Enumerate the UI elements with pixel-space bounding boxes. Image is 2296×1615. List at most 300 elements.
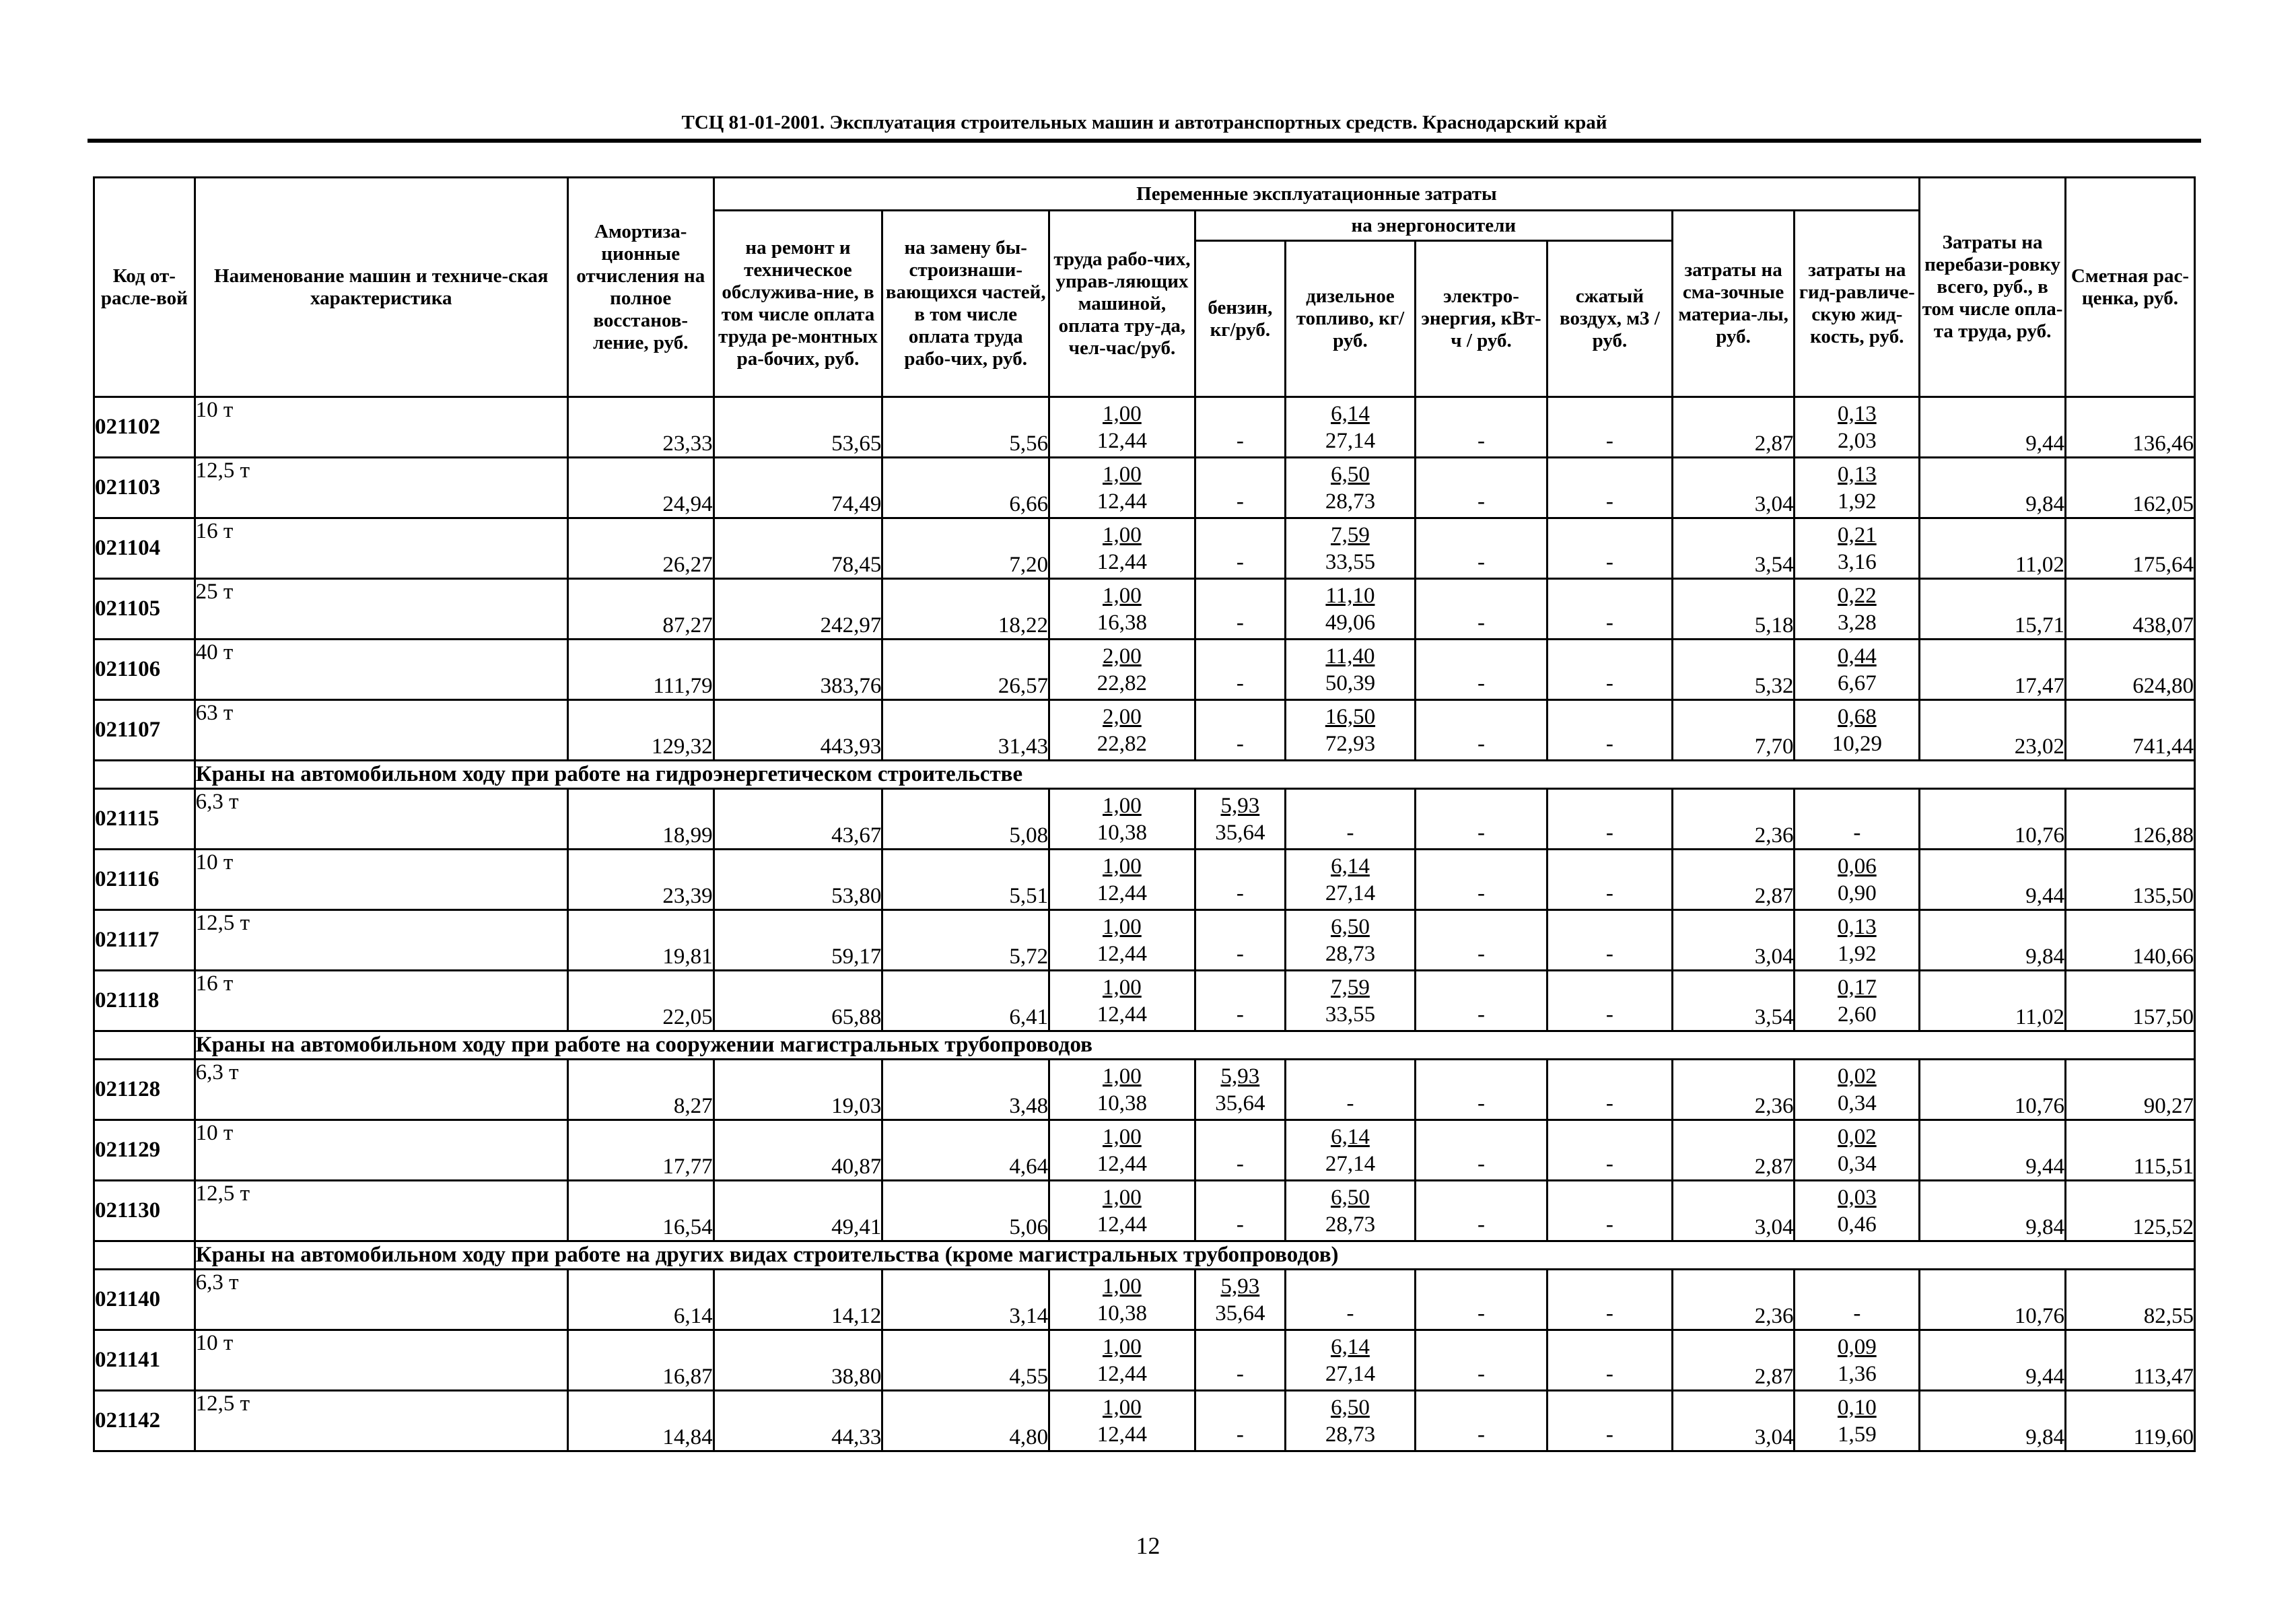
row-code: 021129	[94, 1120, 195, 1181]
row-electric	[1415, 458, 1547, 518]
row-relocation: 9,44	[1920, 1120, 2066, 1181]
row-relocation: 9,84	[1920, 458, 2066, 518]
row-relocation: 15,71	[1920, 579, 2066, 640]
row-hydro-bottom: 1,36	[1837, 1361, 1877, 1386]
row-diesel-top: 6,14	[1331, 401, 1370, 426]
row-diesel-top	[1286, 1063, 1414, 1090]
row-electric-top-empty	[1416, 1273, 1546, 1300]
row-labor-bottom: 12,44	[1097, 489, 1148, 514]
row-electric	[1415, 1060, 1547, 1120]
row-labor	[1049, 1391, 1195, 1451]
row-amort: 6,14	[567, 1270, 714, 1330]
table-row	[94, 850, 2195, 910]
row-electric-value: -	[1477, 1091, 1485, 1115]
row-estimate: 126,88	[2065, 789, 2194, 850]
row-hydro-top: 0,44	[1837, 644, 1877, 668]
row-hydro-top: 0,06	[1837, 854, 1877, 879]
row-hydro-bottom: 1,92	[1837, 489, 1877, 514]
row-petrol-top	[1196, 1334, 1284, 1361]
section-title: Краны на автомобильном ходу при работе на других видах строительства (кроме магистральных трубопроводов)	[195, 1241, 2194, 1270]
row-estimate: 125,52	[2065, 1181, 2194, 1241]
row-electric-value: -	[1477, 1301, 1485, 1326]
row-electric-value: -	[1477, 731, 1485, 756]
row-lube: 5,18	[1672, 579, 1795, 640]
section-code-cell	[94, 1031, 195, 1060]
row-name: 40 т	[195, 640, 567, 700]
row-labor-top: 2,00	[1103, 644, 1142, 668]
row-code: 021141	[94, 1330, 195, 1391]
row-hydro-top: 0,13	[1837, 914, 1877, 939]
row-air	[1547, 1270, 1673, 1330]
row-labor	[1049, 1181, 1195, 1241]
row-hydro	[1795, 397, 1920, 458]
row-lube: 3,04	[1672, 910, 1795, 971]
row-lube: 2,87	[1672, 1120, 1795, 1181]
row-petrol-top	[1196, 1184, 1284, 1211]
row-diesel	[1285, 700, 1415, 761]
row-petrol-top	[1196, 401, 1284, 427]
row-labor	[1049, 1330, 1195, 1391]
page-header-title: ТСЦ 81-01-2001. Эксплуатация строительных машин и автотранспортных средств. Краснодарский край	[681, 112, 1607, 133]
row-diesel-top	[1286, 1273, 1414, 1300]
row-estimate: 136,46	[2065, 397, 2194, 458]
row-estimate: 741,44	[2065, 700, 2194, 761]
row-code: 021106	[94, 640, 195, 700]
row-labor	[1049, 700, 1195, 761]
row-relocation: 17,47	[1920, 640, 2066, 700]
row-repair: 14,12	[714, 1270, 882, 1330]
row-labor	[1049, 1270, 1195, 1330]
row-labor-top: 1,00	[1103, 1395, 1142, 1420]
row-electric	[1415, 850, 1547, 910]
row-labor-bottom: 12,44	[1097, 1212, 1148, 1237]
row-air-value: -	[1605, 1361, 1613, 1386]
row-diesel-bottom: 33,55	[1325, 549, 1376, 574]
header-rule	[88, 139, 2201, 143]
row-hydro-top: 0,21	[1837, 522, 1877, 547]
row-diesel-top: 6,50	[1331, 1395, 1370, 1420]
row-estimate: 162,05	[2065, 458, 2194, 518]
row-air-value: -	[1605, 489, 1613, 514]
row-diesel-bottom: 27,14	[1325, 881, 1376, 905]
row-electric	[1415, 1270, 1547, 1330]
row-electric	[1415, 1181, 1547, 1241]
row-petrol	[1195, 1270, 1285, 1330]
row-petrol	[1195, 579, 1285, 640]
header-name: Наименование машин и техниче-ская характеристика	[195, 178, 567, 397]
row-air	[1547, 397, 1673, 458]
table-row	[94, 518, 2195, 579]
row-parts: 6,66	[882, 458, 1049, 518]
row-labor-top: 1,00	[1103, 1124, 1142, 1149]
row-hydro	[1795, 1270, 1920, 1330]
row-diesel-top	[1286, 792, 1414, 819]
row-labor-top: 1,00	[1103, 914, 1142, 939]
row-diesel-top: 6,50	[1331, 462, 1370, 487]
row-hydro-bottom: 0,90	[1837, 881, 1877, 905]
row-name: 6,3 т	[195, 789, 567, 850]
row-petrol-top: 5,93	[1220, 793, 1260, 818]
row-relocation: 9,44	[1920, 397, 2066, 458]
row-electric-value: -	[1477, 671, 1485, 695]
row-electric-top-empty	[1416, 401, 1546, 427]
row-hydro-bottom: 1,59	[1837, 1422, 1877, 1447]
row-electric-top-empty	[1416, 914, 1546, 940]
row-parts: 3,48	[882, 1060, 1049, 1120]
row-name: 12,5 т	[195, 910, 567, 971]
header-electric: электро-энергия, кВт-ч / руб.	[1415, 241, 1547, 397]
row-air-value: -	[1605, 1422, 1613, 1447]
row-diesel	[1285, 971, 1415, 1031]
row-air-top-empty	[1548, 914, 1671, 940]
row-relocation: 10,76	[1920, 1270, 2066, 1330]
row-air-top-empty	[1548, 1334, 1671, 1361]
row-electric-value: -	[1477, 1422, 1485, 1447]
row-electric-value: -	[1477, 610, 1485, 635]
row-lube: 7,70	[1672, 700, 1795, 761]
row-repair: 43,67	[714, 789, 882, 850]
row-parts: 7,20	[882, 518, 1049, 579]
section-title: Краны на автомобильном ходу при работе на сооружении магистральных трубопроводов	[195, 1031, 2194, 1060]
row-diesel-bottom: 49,06	[1325, 610, 1376, 635]
row-amort: 19,81	[567, 910, 714, 971]
row-code: 021102	[94, 397, 195, 458]
row-petrol-bottom: -	[1236, 1002, 1244, 1027]
row-diesel	[1285, 1270, 1415, 1330]
row-electric	[1415, 1330, 1547, 1391]
row-labor	[1049, 910, 1195, 971]
row-labor-top: 1,00	[1103, 1064, 1142, 1089]
row-hydro	[1795, 518, 1920, 579]
row-hydro-bottom: 0,46	[1837, 1212, 1877, 1237]
row-amort: 8,27	[567, 1060, 714, 1120]
row-air-top-empty	[1548, 1273, 1671, 1300]
header-diesel: дизельное топливо, кг/руб.	[1285, 241, 1415, 397]
row-air	[1547, 1060, 1673, 1120]
row-code: 021142	[94, 1391, 195, 1451]
row-hydro-top: 0,17	[1837, 975, 1877, 1000]
row-code: 021107	[94, 700, 195, 761]
row-labor-top: 1,00	[1103, 854, 1142, 879]
header-lube: затраты на сма-зочные материа-лы, руб.	[1672, 211, 1795, 397]
row-labor	[1049, 397, 1195, 458]
row-petrol-bottom: -	[1236, 1151, 1244, 1176]
row-repair: 53,65	[714, 397, 882, 458]
row-air-top-empty	[1548, 1124, 1671, 1150]
row-labor-bottom: 12,44	[1097, 1151, 1148, 1176]
table-row	[94, 1060, 2195, 1120]
row-air-value: -	[1605, 731, 1613, 756]
row-hydro-bottom: 0,34	[1837, 1151, 1877, 1176]
row-air-value: -	[1605, 1002, 1613, 1027]
row-parts: 5,56	[882, 397, 1049, 458]
row-diesel	[1285, 1391, 1415, 1451]
row-hydro-bottom: 3,28	[1837, 610, 1877, 635]
row-petrol-bottom: -	[1236, 549, 1244, 574]
row-code: 021105	[94, 579, 195, 640]
row-petrol-bottom: -	[1236, 731, 1244, 756]
row-air	[1547, 640, 1673, 700]
row-hydro-bottom: 3,16	[1837, 549, 1877, 574]
table-row	[94, 1120, 2195, 1181]
row-parts: 5,08	[882, 789, 1049, 850]
row-estimate: 135,50	[2065, 850, 2194, 910]
section-row	[94, 1031, 2195, 1060]
row-amort: 22,05	[567, 971, 714, 1031]
row-diesel-bottom: 28,73	[1325, 1212, 1376, 1237]
row-hydro-top: 0,03	[1837, 1185, 1877, 1210]
row-hydro	[1795, 1060, 1920, 1120]
row-labor	[1049, 971, 1195, 1031]
row-petrol-bottom: -	[1236, 671, 1244, 695]
row-air-top-empty	[1548, 1063, 1671, 1090]
row-lube: 5,32	[1672, 640, 1795, 700]
table-row	[94, 458, 2195, 518]
row-amort: 23,33	[567, 397, 714, 458]
row-parts: 18,22	[882, 579, 1049, 640]
row-code: 021115	[94, 789, 195, 850]
row-air-top-empty	[1548, 643, 1671, 670]
row-petrol-bottom: -	[1236, 1422, 1244, 1447]
row-amort: 18,99	[567, 789, 714, 850]
row-hydro-top: 0,02	[1837, 1124, 1877, 1149]
row-hydro-bottom: 2,60	[1837, 1002, 1877, 1027]
row-labor	[1049, 640, 1195, 700]
row-estimate: 438,07	[2065, 579, 2194, 640]
row-amort: 16,87	[567, 1330, 714, 1391]
row-petrol-top	[1196, 974, 1284, 1001]
row-electric-value: -	[1477, 881, 1485, 905]
row-hydro-top: 0,13	[1837, 401, 1877, 426]
row-hydro	[1795, 1391, 1920, 1451]
row-amort: 17,77	[567, 1120, 714, 1181]
row-parts: 4,80	[882, 1391, 1049, 1451]
row-air-value: -	[1605, 941, 1613, 966]
row-diesel	[1285, 579, 1415, 640]
row-air-top-empty	[1548, 1394, 1671, 1421]
row-parts: 4,55	[882, 1330, 1049, 1391]
row-parts: 5,51	[882, 850, 1049, 910]
row-air	[1547, 518, 1673, 579]
table-row	[94, 1181, 2195, 1241]
row-labor-bottom: 12,44	[1097, 941, 1148, 966]
row-lube: 2,36	[1672, 1270, 1795, 1330]
row-petrol-bottom: 35,64	[1215, 820, 1265, 845]
row-hydro-bottom: -	[1853, 820, 1861, 845]
row-diesel-top: 6,14	[1331, 1124, 1370, 1149]
row-diesel-bottom: 27,14	[1325, 1361, 1376, 1386]
row-labor-top: 1,00	[1103, 401, 1142, 426]
row-relocation: 9,84	[1920, 1181, 2066, 1241]
row-air	[1547, 910, 1673, 971]
row-electric-value: -	[1477, 489, 1485, 514]
row-amort: 24,94	[567, 458, 714, 518]
row-petrol-top	[1196, 853, 1284, 880]
row-labor-bottom: 12,44	[1097, 881, 1148, 905]
row-hydro	[1795, 789, 1920, 850]
row-name: 12,5 т	[195, 1391, 567, 1451]
header-amort: Амортиза-ционные отчисления на полное восстанов-ление, руб.	[567, 178, 714, 397]
row-petrol-bottom: -	[1236, 881, 1244, 905]
section-code-cell	[94, 761, 195, 789]
row-labor-top: 1,00	[1103, 462, 1142, 487]
row-air-value: -	[1605, 1212, 1613, 1237]
row-hydro-top: 0,09	[1837, 1334, 1877, 1359]
header-parts: на замену бы-строизнаши-вающихся частей, в том числе оплата труда рабо-чих, руб.	[882, 211, 1049, 397]
row-estimate: 113,47	[2065, 1330, 2194, 1391]
row-hydro-top: 0,02	[1837, 1064, 1877, 1089]
row-petrol-top: 5,93	[1220, 1064, 1260, 1089]
row-name: 12,5 т	[195, 1181, 567, 1241]
row-estimate: 175,64	[2065, 518, 2194, 579]
row-petrol-bottom: 35,64	[1215, 1091, 1265, 1115]
row-air	[1547, 789, 1673, 850]
table-row	[94, 971, 2195, 1031]
row-labor-top: 1,00	[1103, 1185, 1142, 1210]
row-diesel-bottom: 28,73	[1325, 941, 1376, 966]
row-diesel-bottom: 72,93	[1325, 731, 1376, 756]
row-estimate: 157,50	[2065, 971, 2194, 1031]
row-electric-value: -	[1477, 1212, 1485, 1237]
row-diesel-bottom: 27,14	[1325, 428, 1376, 453]
row-hydro-top: 0,22	[1837, 583, 1877, 608]
row-labor	[1049, 458, 1195, 518]
row-air-top-empty	[1548, 974, 1671, 1001]
row-air	[1547, 850, 1673, 910]
row-diesel-bottom: 28,73	[1325, 1422, 1376, 1447]
row-diesel-bottom: -	[1346, 1091, 1354, 1115]
row-parts: 26,57	[882, 640, 1049, 700]
row-diesel	[1285, 910, 1415, 971]
row-labor	[1049, 789, 1195, 850]
row-electric	[1415, 397, 1547, 458]
row-labor-bottom: 10,38	[1097, 820, 1148, 845]
row-code: 021140	[94, 1270, 195, 1330]
row-name: 10 т	[195, 397, 567, 458]
row-relocation: 11,02	[1920, 518, 2066, 579]
row-lube: 2,36	[1672, 1060, 1795, 1120]
row-diesel-bottom: 33,55	[1325, 1002, 1376, 1027]
row-name: 16 т	[195, 518, 567, 579]
row-petrol	[1195, 518, 1285, 579]
row-lube: 3,04	[1672, 1391, 1795, 1451]
row-petrol-top	[1196, 643, 1284, 670]
row-relocation: 9,44	[1920, 1330, 2066, 1391]
row-electric-top-empty	[1416, 853, 1546, 880]
table-row	[94, 1270, 2195, 1330]
row-diesel	[1285, 1120, 1415, 1181]
row-diesel-bottom: 28,73	[1325, 489, 1376, 514]
row-electric-top-empty	[1416, 1334, 1546, 1361]
row-petrol-top	[1196, 914, 1284, 940]
row-code: 021116	[94, 850, 195, 910]
row-code: 021118	[94, 971, 195, 1031]
row-air-top-empty	[1548, 401, 1671, 427]
row-hydro	[1795, 910, 1920, 971]
row-air	[1547, 971, 1673, 1031]
row-labor-bottom: 12,44	[1097, 1361, 1148, 1386]
row-electric	[1415, 1120, 1547, 1181]
row-name: 25 т	[195, 579, 567, 640]
header-labor: труда рабо-чих, управ-ляющих машиной, оплата тру-да, чел-час/руб.	[1049, 211, 1195, 397]
row-diesel-top: 6,50	[1331, 1185, 1370, 1210]
table-body	[94, 397, 2195, 1451]
row-petrol-bottom: -	[1236, 489, 1244, 514]
header-estimate: Сметная рас-ценка, руб.	[2065, 178, 2194, 397]
row-labor	[1049, 850, 1195, 910]
row-lube: 2,87	[1672, 397, 1795, 458]
row-electric-top-empty	[1416, 461, 1546, 488]
row-electric	[1415, 1391, 1547, 1451]
row-hydro	[1795, 700, 1920, 761]
row-petrol	[1195, 850, 1285, 910]
row-repair: 19,03	[714, 1060, 882, 1120]
row-diesel-top: 7,59	[1331, 975, 1370, 1000]
row-lube: 2,87	[1672, 1330, 1795, 1391]
row-relocation: 10,76	[1920, 1060, 2066, 1120]
row-lube: 3,04	[1672, 1181, 1795, 1241]
row-repair: 65,88	[714, 971, 882, 1031]
row-hydro-bottom: -	[1853, 1301, 1861, 1326]
table-row	[94, 640, 2195, 700]
row-repair: 74,49	[714, 458, 882, 518]
row-hydro-bottom: 0,34	[1837, 1091, 1877, 1115]
row-estimate: 115,51	[2065, 1120, 2194, 1181]
row-air-value: -	[1605, 881, 1613, 905]
row-diesel	[1285, 518, 1415, 579]
row-labor-bottom: 16,38	[1097, 610, 1148, 635]
row-electric-value: -	[1477, 1151, 1485, 1176]
table-row	[94, 700, 2195, 761]
row-petrol	[1195, 397, 1285, 458]
row-air	[1547, 1330, 1673, 1391]
row-labor-top: 1,00	[1103, 793, 1142, 818]
row-petrol	[1195, 458, 1285, 518]
row-electric-value: -	[1477, 820, 1485, 845]
row-name: 63 т	[195, 700, 567, 761]
row-parts: 5,72	[882, 910, 1049, 971]
row-air	[1547, 1181, 1673, 1241]
row-electric	[1415, 640, 1547, 700]
row-relocation: 10,76	[1920, 789, 2066, 850]
row-labor	[1049, 579, 1195, 640]
row-diesel-top: 7,59	[1331, 522, 1370, 547]
header-code: Код от-расле-вой	[94, 178, 195, 397]
row-labor	[1049, 1120, 1195, 1181]
row-labor-bottom: 22,82	[1097, 731, 1148, 756]
row-electric	[1415, 789, 1547, 850]
row-hydro	[1795, 850, 1920, 910]
row-labor-bottom: 10,38	[1097, 1091, 1148, 1115]
row-parts: 4,64	[882, 1120, 1049, 1181]
row-labor-top: 1,00	[1103, 522, 1142, 547]
row-petrol	[1195, 1391, 1285, 1451]
row-petrol	[1195, 700, 1285, 761]
row-electric-top-empty	[1416, 703, 1546, 730]
row-air-top-empty	[1548, 703, 1671, 730]
row-petrol	[1195, 910, 1285, 971]
row-lube: 3,04	[1672, 458, 1795, 518]
row-electric	[1415, 971, 1547, 1031]
row-name: 6,3 т	[195, 1270, 567, 1330]
row-petrol	[1195, 1181, 1285, 1241]
row-relocation: 9,44	[1920, 850, 2066, 910]
row-petrol-top	[1196, 1394, 1284, 1421]
row-air-value: -	[1605, 549, 1613, 574]
page-number: 12	[1136, 1532, 1160, 1559]
row-hydro	[1795, 579, 1920, 640]
table-row	[94, 1330, 2195, 1391]
